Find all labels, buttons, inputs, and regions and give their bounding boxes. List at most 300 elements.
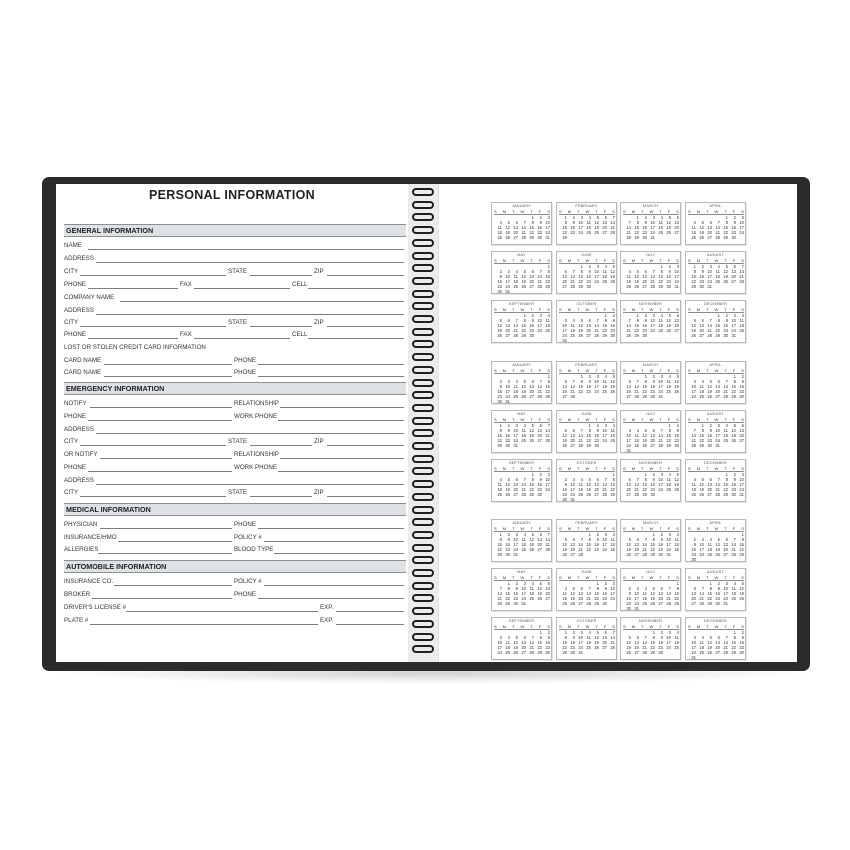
mini-calendar-month: AUGUST [706,570,725,574]
field-row-emergency-address-2 [64,477,404,487]
field-label-emergency-address: ADDRESS [64,426,94,433]
mini-calendar-days: 1 2 3 4 5 6 7 8 9 10 11 12 13 14 15 16 17 18 19 20 21 22 23 24 25 26 27 28 29 30 [626,472,679,497]
field-line-plate[interactable] [90,624,318,625]
field-line-cell[interactable] [308,288,404,289]
personal-information-page [56,184,408,662]
section-general-information: GENERAL INFORMATION [64,224,406,237]
mini-calendar-month: JUNE [581,253,592,257]
field-line-notify-phone[interactable] [88,420,232,421]
mini-calendar-month: MARCH [643,363,658,367]
binding-ring [412,353,434,361]
binding-ring [412,556,434,564]
mini-calendar-august [685,568,746,611]
binding-ring [412,340,434,348]
binding-ring [412,620,434,628]
mini-calendar-february [556,202,617,245]
field-line-insurance-co[interactable] [114,585,232,586]
field-label-lost-card: LOST OR STOLEN CREDIT CARD INFORMATION [64,344,206,351]
mini-calendar-month: DECEMBER [703,302,728,306]
binding-ring [412,645,434,653]
field-label-emergency-zip-2: ZIP [314,489,324,496]
field-row-phone-fax-cell [64,281,404,291]
binding-ring [412,226,434,234]
field-label-work-phone-2: WORK PHONE [234,464,277,471]
mini-calendar-weekdays: S M T W T F S [494,307,550,312]
mini-calendar-weekdays: S M T W T F S [688,575,744,580]
field-label-broker: BROKER [64,591,91,598]
field-row-allergies [64,546,404,556]
field-line-emergency-zip-2[interactable] [327,496,404,497]
field-label-insurance-hmo: INSURANCE/HMO [64,534,117,541]
mini-calendar-weekdays: S M T W T F S [494,526,550,531]
mini-calendar-september [491,459,552,502]
mini-calendar-days: 1 2 3 4 5 6 7 8 9 10 11 12 13 14 15 16 17 18 19 20 21 22 23 24 25 26 27 28 29 30 31 [691,472,744,497]
mini-calendar-month: MAY [517,253,526,257]
mini-calendar-weekdays: S M T W T F S [623,307,679,312]
field-line-emergency-city-2[interactable] [80,496,226,497]
mini-calendar-january [491,361,552,404]
field-line-zip-2[interactable] [327,326,404,327]
binding-ring [412,607,434,615]
binding-ring [412,442,434,450]
field-row-name [64,242,404,252]
mini-calendar-days: 1 2 3 4 5 6 7 8 9 10 11 12 13 14 15 16 17 18 19 20 21 22 23 24 25 26 27 28 29 30 [626,313,679,338]
field-line-city[interactable] [80,275,226,276]
mini-calendar-weekdays: S M T W T F S [688,466,744,471]
mini-calendar-month: APRIL [709,521,722,525]
binding-ring [412,239,434,247]
field-line-insurance-hmo[interactable] [118,541,232,542]
mini-calendar-month: AUGUST [706,412,725,416]
field-row-physician [64,521,404,531]
field-line-plate-exp[interactable] [336,624,404,625]
mini-calendar-weekdays: S M T W T F S [494,575,550,580]
mini-calendar-weekdays: S M T W T F S [494,624,550,629]
mini-calendar-october [556,300,617,343]
mini-calendar-weekdays: S M T W T F S [623,575,679,580]
mini-calendar-days: 1 2 3 4 5 6 7 8 9 10 11 12 13 14 15 16 17 18 19 20 21 22 23 24 25 26 27 28 29 30 31 [497,423,550,448]
field-line-work-phone[interactable] [278,420,404,421]
mini-calendar-weekdays: S M T W T F S [623,417,679,422]
field-label-physician: PHYSICIAN [64,521,98,528]
mini-calendar-july [620,410,681,453]
field-line-city-2[interactable] [80,326,226,327]
field-line-allergies[interactable] [98,553,232,554]
mini-calendar-days: 1 2 3 4 5 6 7 8 9 10 11 12 13 14 15 16 17 18 19 20 21 22 23 24 25 26 27 28 29 30 31 [626,532,679,557]
field-label-work-phone: WORK PHONE [234,413,277,420]
field-label-card-name: CARD NAME [64,357,102,364]
field-label-state: STATE [228,268,248,275]
mini-calendar-days: 1 2 3 4 5 6 7 8 9 10 11 12 13 14 15 16 17 18 19 20 21 22 23 24 25 26 27 28 29 30 31 [497,215,550,240]
field-label-emergency-city-2: CITY [64,489,79,496]
mini-calendar-month: MAY [517,570,526,574]
field-label-notify: NOTIFY [64,400,87,407]
field-label-phone-2: PHONE [64,331,87,338]
mini-calendar-days: 1 2 3 4 5 6 7 8 9 10 11 12 13 14 15 16 17 18 19 20 21 22 23 24 25 26 27 28 29 30 [562,264,615,289]
mini-calendar-december [685,617,746,660]
mini-calendar-weekdays: S M T W T F S [494,466,550,471]
field-line-zip[interactable] [327,275,404,276]
field-line-address-2[interactable] [96,314,404,315]
mini-calendar-month: NOVEMBER [638,461,663,465]
field-line-license-exp[interactable] [336,611,404,612]
mini-calendar-month: NOVEMBER [638,302,663,306]
mini-calendar-month: JANUARY [511,521,532,525]
field-line-broker[interactable] [92,598,232,599]
mini-calendar-may [491,568,552,611]
mini-calendar-february [556,361,617,404]
field-row-insurance-co [64,578,404,588]
mini-calendar-days: 1 2 3 4 5 6 7 8 9 10 11 12 13 14 15 16 17 18 19 20 21 22 23 24 25 26 27 28 29 30 31 [626,581,679,611]
mini-calendar-month: SEPTEMBER [508,302,535,306]
mini-calendar-december [685,459,746,502]
field-row-notify [64,400,404,410]
field-line-company-name[interactable] [120,301,404,302]
mini-calendar-days: 1 2 3 4 5 6 7 8 9 10 11 12 13 14 15 16 17 18 19 20 21 22 23 24 25 26 27 28 29 [562,215,615,240]
field-row-address [64,255,404,265]
mini-calendar-days: 1 2 3 4 5 6 7 8 9 10 11 12 13 14 15 16 17 18 19 20 21 22 23 24 25 26 27 28 29 30 31 [626,423,679,453]
mini-calendar-month: APRIL [709,204,722,208]
field-label-address: ADDRESS [64,255,94,262]
field-label-or-notify-phone: PHONE [64,464,87,471]
mini-calendar-weekdays: S M T W T F S [688,368,744,373]
mini-calendar-month: JULY [645,253,656,257]
field-label-state-2: STATE [228,319,248,326]
field-line-blood-type[interactable] [274,553,404,554]
binding-ring [412,467,434,475]
binding-ring [412,417,434,425]
mini-calendar-may [491,410,552,453]
field-line-work-phone-2[interactable] [278,471,404,472]
binding-ring [412,531,434,539]
mini-calendar-december [685,300,746,343]
mini-calendar-march [620,519,681,562]
field-label-card-name-2: CARD NAME [64,369,102,376]
binding-ring [412,633,434,641]
mini-calendar-weekdays: S M T W T F S [688,209,744,214]
field-line-card-name-2[interactable] [104,376,232,377]
field-label-company-name: COMPANY NAME [64,294,115,301]
mini-calendar-month: JANUARY [511,204,532,208]
field-label-drivers-license: DRIVER'S LICENSE # [64,604,127,611]
field-label-insurance-co: INSURANCE CO. [64,578,114,585]
mini-calendar-weekdays: S M T W T F S [623,209,679,214]
field-line-auto-policy[interactable] [264,585,404,586]
mini-calendar-days: 1 2 3 4 5 6 7 8 9 10 11 12 13 14 15 16 17 18 19 20 21 22 23 24 25 26 27 28 29 30 [626,630,679,655]
mini-calendar-weekdays: S M T W T F S [559,624,615,629]
field-row-or-notify [64,451,404,461]
mini-calendar-month: NOVEMBER [638,619,663,623]
field-row-insurance-hmo [64,534,404,544]
mini-calendar-weekdays: S M T W T F S [559,526,615,531]
mini-calendar-weekdays: S M T W T F S [688,258,744,263]
mini-calendar-days: 1 2 3 4 5 6 7 8 9 10 11 12 13 14 15 16 17 18 19 20 21 22 23 24 25 26 27 28 29 30 31 [562,472,615,502]
field-label-city-2: CITY [64,319,79,326]
field-row-emergency-city [64,438,404,448]
mini-calendar-weekdays: S M T W T F S [688,624,744,629]
field-line-emergency-state[interactable] [250,445,312,446]
field-label-zip: ZIP [314,268,324,275]
mini-calendar-weekdays: S M T W T F S [559,575,615,580]
field-row-emergency-city-2 [64,489,404,499]
binding-ring [412,252,434,260]
field-line-relationship[interactable] [280,407,404,408]
mini-calendar-days: 1 2 3 4 5 6 7 8 9 10 11 12 13 14 15 16 17 18 19 20 21 22 23 24 25 26 27 28 29 30 31 [691,264,744,289]
mini-calendar-days: 1 2 3 4 5 6 7 8 9 10 11 12 13 14 15 16 17 18 19 20 21 22 23 24 25 26 27 28 29 30 [497,630,550,655]
field-label-phone: PHONE [64,281,87,288]
field-line-state[interactable] [250,275,312,276]
field-line-phone-2[interactable] [88,338,178,339]
field-line-emergency-address-2[interactable] [96,484,404,485]
field-line-emergency-zip[interactable] [327,445,404,446]
field-line-drivers-license[interactable] [126,611,318,612]
binding-ring [412,315,434,323]
mini-calendar-days: 1 2 3 4 5 6 7 8 9 10 11 12 13 14 15 16 17 18 19 20 21 22 23 24 25 26 27 28 29 30 31 [497,581,550,606]
mini-calendar-days: 1 2 3 4 5 6 7 8 9 10 11 12 13 14 15 16 17 18 19 20 21 22 23 24 25 26 27 28 29 30 [691,532,744,562]
mini-calendar-month: SEPTEMBER [508,619,535,623]
mini-calendar-days: 1 2 3 4 5 6 7 8 9 10 11 12 13 14 15 16 17 18 19 20 21 22 23 24 25 26 27 28 29 30 [691,215,744,240]
mini-calendar-weekdays: S M T W T F S [623,526,679,531]
mini-calendar-month: DECEMBER [703,619,728,623]
mini-calendar-weekdays: S M T W T F S [494,368,550,373]
mini-calendar-month: OCTOBER [576,461,597,465]
mini-calendar-august [685,410,746,453]
binding-ring [412,429,434,437]
mini-calendar-month: JULY [645,570,656,574]
mini-calendar-september [491,300,552,343]
field-label-name: NAME [64,242,82,249]
mini-calendar-month: FEBRUARY [575,363,598,367]
mini-calendar-days: 1 2 3 4 5 6 7 8 9 10 11 12 13 14 15 16 17 18 19 20 21 22 23 24 25 26 27 28 29 30 [562,581,615,606]
mini-calendar-weekdays: S M T W T F S [559,466,615,471]
field-label-plate: PLATE # [64,617,89,624]
section-emergency-information: EMERGENCY INFORMATION [64,382,406,395]
field-row-city-state-zip [64,268,404,278]
mini-calendar-weekdays: S M T W T F S [494,258,550,263]
mini-calendar-october [556,459,617,502]
mini-calendar-weekdays: S M T W T F S [559,417,615,422]
mini-calendar-weekdays: S M T W T F S [494,209,550,214]
mini-calendar-weekdays: S M T W T F S [559,209,615,214]
field-line-name[interactable] [88,249,404,250]
field-label-fax-2: FAX [180,331,192,338]
field-line-emergency-city[interactable] [80,445,226,446]
mini-calendar-days: 1 2 3 4 5 6 7 8 9 10 11 12 13 14 15 16 17 18 19 20 21 22 23 24 25 26 27 28 29 30 31 [497,374,550,404]
binding-ring [412,455,434,463]
mini-calendar-november [620,617,681,660]
field-label-emergency-zip: ZIP [314,438,324,445]
mini-calendar-days: 1 2 3 4 5 6 7 8 9 10 11 12 13 14 15 16 17 18 19 20 21 22 23 24 25 26 27 28 29 30 31 [562,313,615,343]
mini-calendar-days: 1 2 3 4 5 6 7 8 9 10 11 12 13 14 15 16 17 18 19 20 21 22 23 24 25 26 27 28 29 30 [562,423,615,448]
mini-calendar-month: AUGUST [706,253,725,257]
field-row-phone-fax-cell-2 [64,331,404,341]
field-label-policy: POLICY # [234,534,262,541]
mini-calendar-april [685,519,746,562]
field-line-or-notify[interactable] [100,458,232,459]
field-line-cell-2[interactable] [308,338,404,339]
field-line-fax-2[interactable] [194,338,290,339]
field-line-state-2[interactable] [250,326,312,327]
binding-ring [412,518,434,526]
field-line-emergency-address[interactable] [96,433,404,434]
binding-ring [412,594,434,602]
field-line-card-phone[interactable] [258,364,404,365]
field-row-card-1 [64,357,404,367]
field-label-address-2: ADDRESS [64,307,94,314]
field-label-license-exp: EXP. [320,604,334,611]
field-row-company-name [64,294,404,304]
mini-calendar-weekdays: S M T W T F S [559,307,615,312]
wire-binding [412,188,434,660]
field-line-phone[interactable] [88,288,178,289]
field-line-policy[interactable] [264,541,404,542]
mini-calendar-month: JUNE [581,412,592,416]
binding-ring [412,544,434,552]
mini-calendar-days: 1 2 3 4 5 6 7 8 9 10 11 12 13 14 15 16 17 18 19 20 21 22 23 24 25 26 27 28 29 30 31 [691,630,744,660]
binding-ring [412,404,434,412]
field-label-fax: FAX [180,281,192,288]
binding-ring [412,188,434,196]
field-line-broker-phone[interactable] [258,598,404,599]
field-line-card-phone-2[interactable] [258,376,404,377]
mini-calendar-days: 1 2 3 4 5 6 7 8 9 10 11 12 13 14 15 16 17 18 19 20 21 22 23 24 25 26 27 28 29 30 31 [626,374,679,399]
mini-calendar-march [620,202,681,245]
mini-calendar-april [685,361,746,404]
field-label-city: CITY [64,268,79,275]
field-line-emergency-state-2[interactable] [250,496,312,497]
binding-ring [412,302,434,310]
field-label-zip-2: ZIP [314,319,324,326]
mini-calendar-weekdays: S M T W T F S [623,368,679,373]
mini-calendar-days: 1 2 3 4 5 6 7 8 9 10 11 12 13 14 15 16 17 18 19 20 21 22 23 24 25 26 27 28 29 30 [497,472,550,497]
field-label-emergency-state: STATE [228,438,248,445]
binding-ring [412,569,434,577]
mini-calendar-month: MARCH [643,521,658,525]
mini-calendar-february [556,519,617,562]
field-line-fax[interactable] [194,288,290,289]
mini-calendar-month: JANUARY [511,363,532,367]
field-label-blood-type: BLOOD TYPE [234,546,274,553]
mini-calendar-days: 1 2 3 4 5 6 7 8 9 10 11 12 13 14 15 16 17 18 19 20 21 22 23 24 25 26 27 28 29 30 31 [562,630,615,655]
binding-ring [412,379,434,387]
field-line-notify[interactable] [90,407,232,408]
section-automobile-information: AUTOMOBILE INFORMATION [64,560,406,573]
mini-calendar-january [491,519,552,562]
mini-calendar-days: 1 2 3 4 5 6 7 8 9 10 11 12 13 14 15 16 17 18 19 20 21 22 23 24 25 26 27 28 [562,374,615,399]
field-label-emergency-state-2: STATE [228,489,248,496]
field-line-physician-phone[interactable] [258,528,404,529]
binding-ring [412,328,434,336]
mini-calendar-days: 1 2 3 4 5 6 7 8 9 10 11 12 13 14 15 16 17 18 19 20 21 22 23 24 25 26 27 28 29 30 31 [497,532,550,557]
mini-calendar-weekdays: S M T W T F S [688,307,744,312]
mini-calendar-weekdays: S M T W T F S [688,417,744,422]
field-row-lost-card [64,344,404,354]
field-label-emergency-city: CITY [64,438,79,445]
mini-calendar-days: 1 2 3 4 5 6 7 8 9 10 11 12 13 14 15 16 17 18 19 20 21 22 23 24 25 26 27 28 [562,532,615,557]
field-label-relationship-2: RELATIONSHIP [234,451,279,458]
mini-calendar-days: 1 2 3 4 5 6 7 8 9 10 11 12 13 14 15 16 17 18 19 20 21 22 23 24 25 26 27 28 29 30 31 [691,313,744,338]
mini-calendar-days: 1 2 3 4 5 6 7 8 9 10 11 12 13 14 15 16 17 18 19 20 21 22 23 24 25 26 27 28 29 30 31 [497,264,550,294]
field-line-relationship-2[interactable] [280,458,404,459]
mini-calendar-march [620,361,681,404]
mini-calendar-weekdays: S M T W T F S [623,624,679,629]
mini-calendar-november [620,300,681,343]
mini-calendar-weekdays: S M T W T F S [623,466,679,471]
mini-calendar-days: 1 2 3 4 5 6 7 8 9 10 11 12 13 14 15 16 17 18 19 20 21 22 23 24 25 26 27 28 29 30 [497,313,550,338]
field-line-physician[interactable] [100,528,232,529]
field-row-notify-phone [64,413,404,423]
section-medical-information: MEDICAL INFORMATION [64,503,406,516]
mini-calendar-month: APRIL [709,363,722,367]
mini-calendar-weekdays: S M T W T F S [688,526,744,531]
binding-ring [412,264,434,272]
mini-calendar-days: 1 2 3 4 5 6 7 8 9 10 11 12 13 14 15 16 17 18 19 20 21 22 23 24 25 26 27 28 29 30 31 [691,581,744,606]
mini-calendar-month: JUNE [581,570,592,574]
mini-calendar-january [491,202,552,245]
mini-calendar-september [491,617,552,660]
field-row-address-2 [64,307,404,317]
binding-ring [412,277,434,285]
mini-calendar-july [620,251,681,294]
field-row-or-notify-phone [64,464,404,474]
binding-ring [412,391,434,399]
page-title: PERSONAL INFORMATION [149,188,315,202]
field-row-broker [64,591,404,601]
mini-calendar-april [685,202,746,245]
mini-calendar-month: FEBRUARY [575,204,598,208]
binding-ring [412,493,434,501]
field-label-auto-policy: POLICY # [234,578,262,585]
mini-calendar-weekdays: S M T W T F S [559,368,615,373]
field-row-city-state-zip-2 [64,319,404,329]
mini-calendar-month: SEPTEMBER [508,461,535,465]
mini-calendar-month: JULY [645,412,656,416]
field-label-allergies: ALLERGIES [64,546,99,553]
mini-calendar-month: OCTOBER [576,302,597,306]
mini-calendar-october [556,617,617,660]
field-line-card-name[interactable] [104,364,232,365]
field-label-cell: CELL [292,281,308,288]
field-label-card-phone: PHONE [234,357,257,364]
binding-ring [412,290,434,298]
field-label-card-phone-2: PHONE [234,369,257,376]
field-row-card-2 [64,369,404,379]
field-line-address[interactable] [96,262,404,263]
field-label-notify-phone: PHONE [64,413,87,420]
mini-calendar-days: 1 2 3 4 5 6 7 8 9 10 11 12 13 14 15 16 17 18 19 20 21 22 23 24 25 26 27 28 29 30 31 [691,423,744,448]
field-label-or-notify: OR NOTIFY [64,451,98,458]
field-label-emergency-address-2: ADDRESS [64,477,94,484]
mini-calendar-days: 1 2 3 4 5 6 7 8 9 10 11 12 13 14 15 16 17 18 19 20 21 22 23 24 25 26 27 28 29 30 31 [626,264,679,289]
mini-calendar-weekdays: S M T W T F S [559,258,615,263]
binding-ring [412,480,434,488]
binding-ring [412,582,434,590]
binding-ring [412,213,434,221]
mini-calendar-month: DECEMBER [703,461,728,465]
field-label-cell-2: CELL [292,331,308,338]
mini-calendar-month: FEBRUARY [575,521,598,525]
field-line-or-notify-phone[interactable] [88,471,232,472]
mini-calendar-month: MARCH [643,204,658,208]
mini-calendar-august [685,251,746,294]
mini-calendar-weekdays: S M T W T F S [494,417,550,422]
mini-calendar-days: 1 2 3 4 5 6 7 8 9 10 11 12 13 14 15 16 17 18 19 20 21 22 23 24 25 26 27 28 29 30 31 [626,215,679,240]
field-row-drivers-license [64,604,404,614]
field-label-broker-phone: PHONE [234,591,257,598]
mini-calendar-may [491,251,552,294]
mini-calendar-weekdays: S M T W T F S [623,258,679,263]
binding-ring [412,201,434,209]
